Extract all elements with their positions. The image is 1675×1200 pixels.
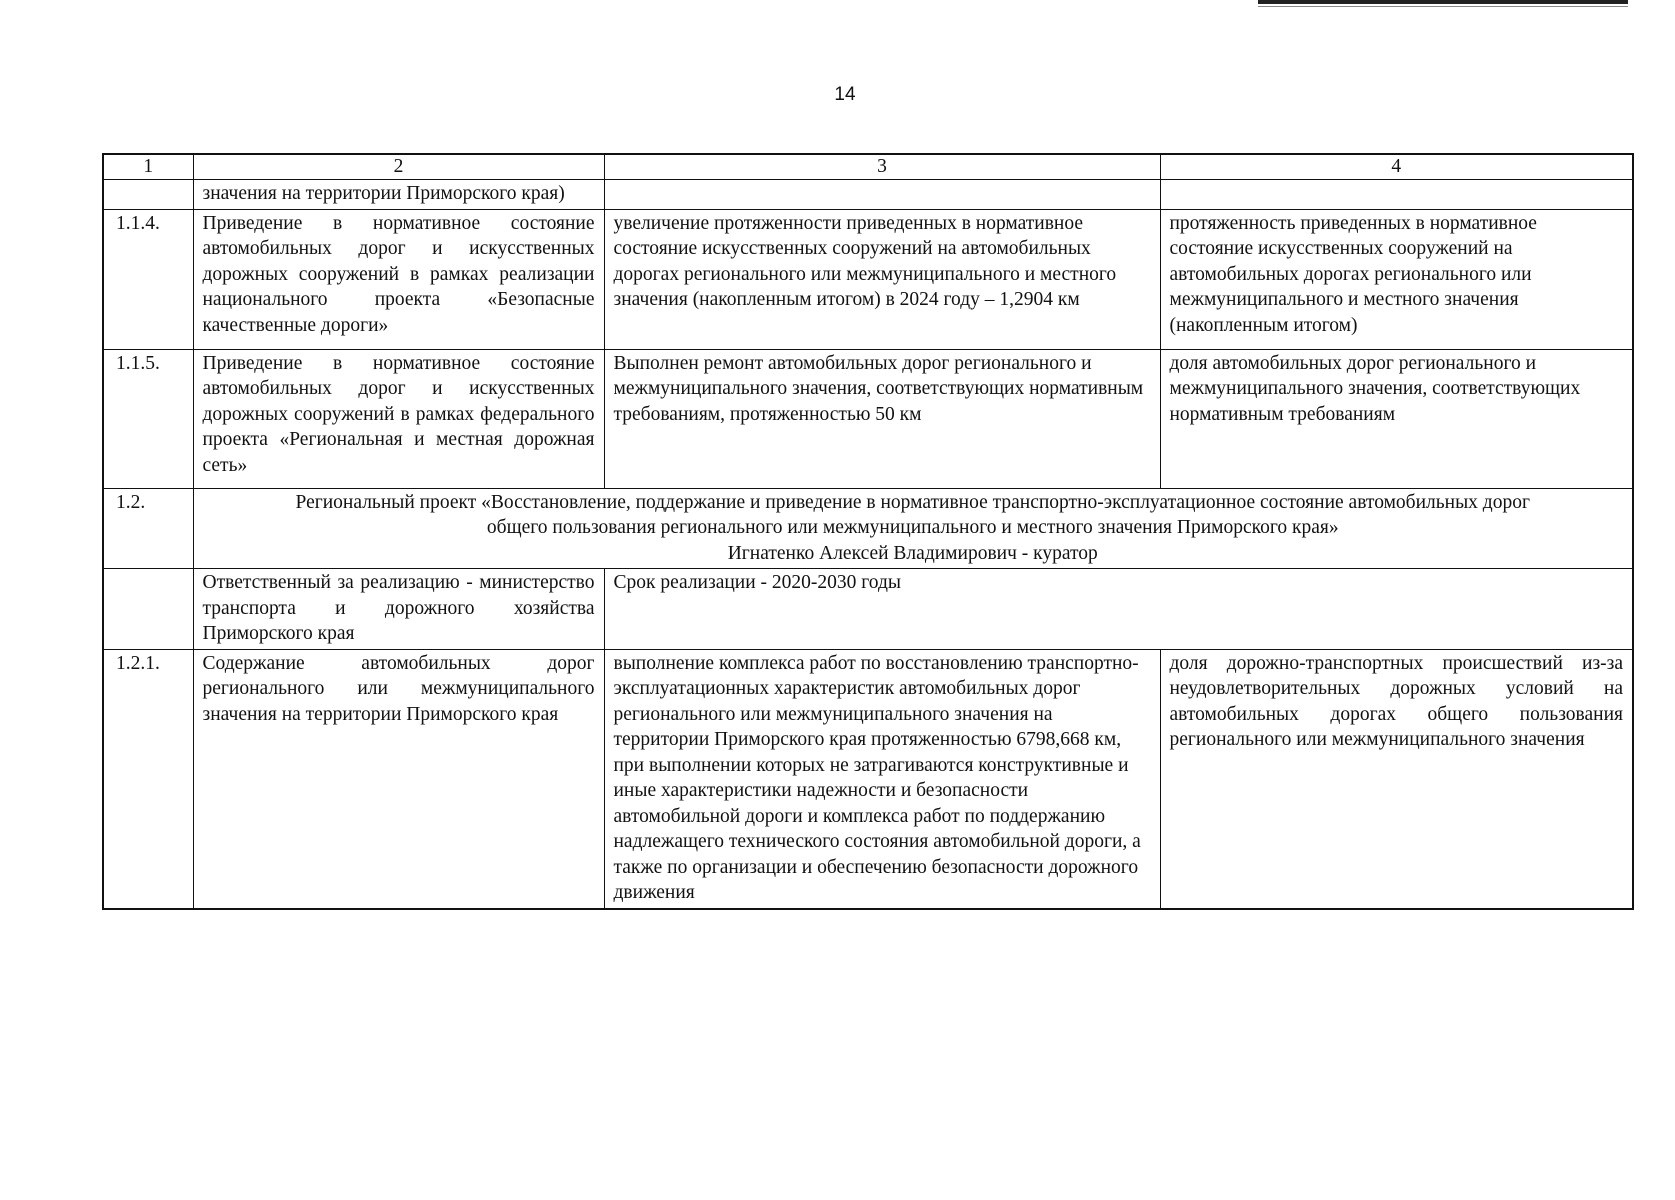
table-header-row: [103, 154, 1633, 180]
row-indicator: доля дорожно-транспортных происшествий из-за неудовлетворительных дорожных условий на автомобильных дорогах общего пользования регионального или межмуниципального значения: [1160, 649, 1633, 909]
row-indicator: доля автомобильных дорог регионального и межмуниципального значения, соответствующих нормативным требованиям: [1160, 349, 1633, 488]
project-title: [193, 488, 1633, 569]
table-row: [103, 180, 1633, 210]
row-name: Приведение в нормативное состояние автомобильных дорог и искусственных дорожных сооружений в рамках реализации национального проекта «Безопасные качественные дороги»: [193, 209, 604, 349]
header-col-4: 4: [1160, 154, 1633, 180]
page-number: 14: [834, 84, 856, 105]
program-table: [102, 153, 1634, 910]
row-result: Выполнен ремонт автомобильных дорог регионального и межмуниципального значения, соответствующих нормативным требованиям, протяженностью 50 км: [604, 349, 1160, 488]
table-row: [103, 349, 1633, 488]
project-responsible: Ответственный за реализацию - министерство транспорта и дорожного хозяйства Приморского края: [193, 569, 604, 650]
row-result: увеличение протяженности приведенных в нормативное состояние искусственных сооружений на автомобильных дорогах регионального или межмуниципального и местного значения (накопленным итогом) в 2024 году – 1,2904 км: [604, 209, 1160, 349]
row-number: 1.2.1.: [103, 649, 193, 909]
row-result: [604, 180, 1160, 210]
empty-cell: [103, 569, 193, 650]
top-rule: [1258, 0, 1628, 4]
header-col-1: 1: [103, 154, 193, 180]
project-title-line-2: общего пользования регионального или межмуниципального и местного значения Приморского края»: [486, 517, 1339, 538]
row-number: [103, 180, 193, 210]
row-result: выполнение комплекса работ по восстановлению транспортно-эксплуатационных характеристик автомобильных дорог регионального или межмуниципального значения на территории Приморского края протяженностью 6798,668 км, при выполнении которых не затрагиваются конструктивные и иные характеристики надежности и безопасности автомобильной дороги и комплекса работ по поддержанию надлежащего технического состояния автомобильной дороги, а также по организации и обеспечению безопасности дорожного движения: [604, 649, 1160, 909]
row-name: Приведение в нормативное состояние автомобильных дорог и искусственных дорожных сооружений в рамках федерального проекта «Региональная и местная дорожная сеть»: [193, 349, 604, 488]
header-col-3: 3: [604, 154, 1160, 180]
row-name: Содержание автомобильных дорог регионального или межмуниципального значения на территории Приморского края: [193, 649, 604, 909]
top-rule-thin: [1258, 6, 1628, 7]
row-number: 1.1.4.: [103, 209, 193, 349]
project-info-row: [103, 569, 1633, 650]
project-title-line-1: Региональный проект «Восстановление, поддержание и приведение в нормативное транспортно-эксплуатационное состояние автомобильных дорог: [295, 491, 1530, 513]
header-col-2: 2: [193, 154, 604, 180]
row-indicator: [1160, 180, 1633, 210]
project-number: 1.2.: [103, 488, 193, 569]
row-number: 1.1.5.: [103, 349, 193, 488]
row-indicator: протяженность приведенных в нормативное состояние искусственных сооружений на автомобильных дорогах регионального или межмуниципального и местного значения (накопленным итогом): [1160, 209, 1633, 349]
project-curator: Игнатенко Алексей Владимирович - куратор: [727, 542, 1098, 564]
project-row: [103, 488, 1633, 569]
table-row: [103, 209, 1633, 349]
table-row: [103, 649, 1633, 909]
row-name: значения на территории Приморского края): [193, 180, 604, 210]
project-term: Срок реализации - 2020-2030 годы: [604, 569, 1633, 650]
